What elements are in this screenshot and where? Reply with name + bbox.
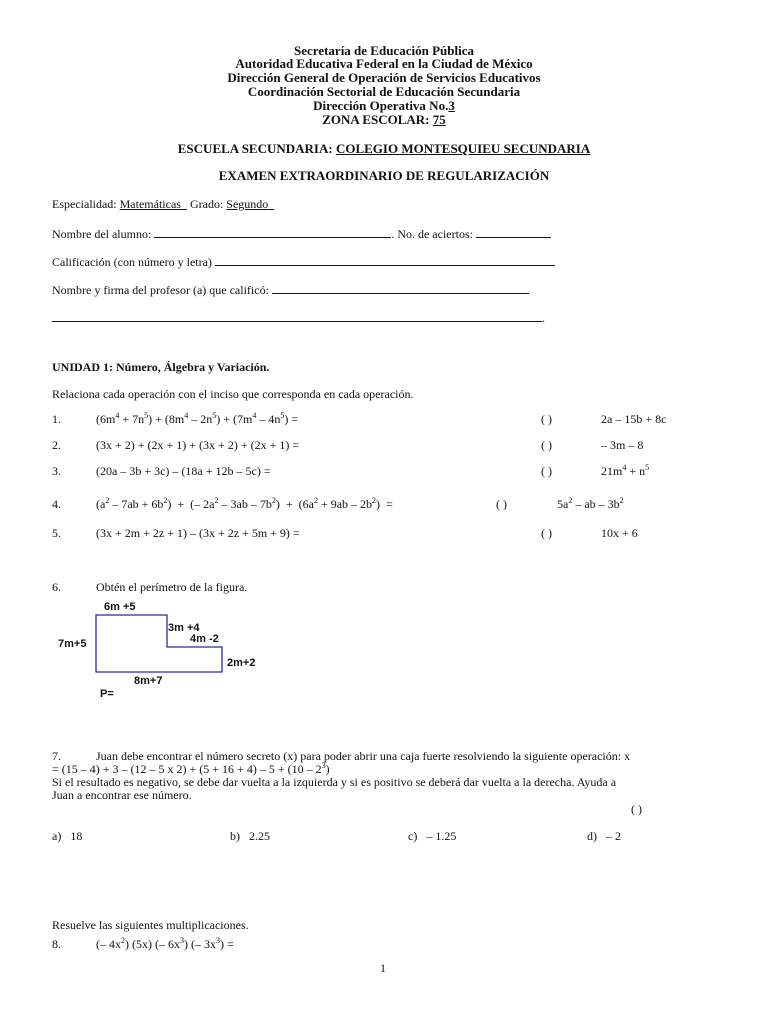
item-number: 3.	[52, 464, 61, 478]
item-expression: (3x + 2m + 2z + 1) – (3x + 2z + 5m + 9) =	[96, 526, 300, 540]
option-value: – 1.25	[426, 829, 457, 843]
item-expression: $(a^2 - 7ab + 6b^2)$ + (– $2a^2 - 3ab - 7b^2) + (6a^2 + 9ab - 2b^2)$ =	[96, 496, 393, 511]
answer-paren[interactable]: ( )	[496, 497, 507, 511]
q6-number: 6.	[52, 580, 61, 594]
q8-instructions: Resuelve las siguientes multiplicaciones.	[52, 918, 249, 932]
q7-line-3: Si el resultado es negativo, se debe dar vuelta a la izquierda y si es positivo se deberá dar vuelta a la derecha. Ayuda a	[52, 775, 617, 789]
item-expression: (20a – 3b + 3c) – (18a + 12b – 5c) =	[96, 464, 271, 478]
header-line-3: Dirección General de Operación de Servicios Educativos	[227, 70, 541, 85]
header-line-1: Secretaría de Educación Pública	[294, 43, 474, 58]
perimeter-label: P=	[100, 688, 114, 700]
option-text: $21m^4 + n^5$	[601, 463, 650, 478]
answer-paren[interactable]: ( )	[541, 438, 552, 452]
option-text: 10x + 6	[601, 526, 638, 540]
especialidad-value: Matemáticas	[119, 197, 181, 211]
option-letter: d)	[587, 829, 597, 843]
q7-option-c[interactable]	[408, 829, 456, 844]
aciertos-label: No. de aciertos:	[397, 227, 473, 241]
option-value: – 2	[606, 829, 621, 843]
q7-line-1: Juan debe encontrar el número secreto (x) para poder abrir una caja fuerte resolviendo la siguiente operación: x	[96, 749, 631, 763]
nombre-row: Nombre del alumno: . No. de aciertos:	[52, 226, 551, 242]
label-inner-vertical: 3m +4	[168, 622, 200, 634]
answer-paren[interactable]: ( )	[541, 464, 552, 478]
q8-number: 8.	[52, 937, 61, 951]
answer-paren[interactable]: ( )	[541, 526, 552, 540]
q7-number: 7.	[52, 749, 61, 763]
q7-answer-paren[interactable]: ( )	[631, 802, 642, 816]
exam-title: EXAMEN EXTRAORDINARIO DE REGULARIZACIÓN	[218, 168, 550, 183]
item-number: 1.	[52, 412, 61, 426]
escuela-value: COLEGIO MONTESQUIEU SECUNDARIA	[335, 141, 591, 156]
label-right: 2m+2	[227, 657, 256, 669]
item-number: 5.	[52, 526, 61, 540]
header-line-4: Coordinación Sectorial de Educación Secundaria	[247, 84, 521, 99]
label-top: 6m +5	[104, 601, 136, 613]
q7-line-2: = (15 – 4) + 3 – (12 – 5 x $2) + (5 + 16 + 4) - 5 + (10 - 2^3)$	[52, 761, 330, 776]
q7-option-a[interactable]	[52, 829, 82, 844]
grado-label: Grado:	[189, 197, 224, 211]
direccion-value: 3	[448, 98, 455, 113]
unit-instructions: Relaciona cada operación con el inciso que corresponda en cada operación.	[52, 387, 414, 401]
label-inner-horizontal: 4m -2	[190, 633, 219, 645]
option-letter: c)	[408, 829, 418, 843]
label-left: 7m+5	[58, 638, 87, 650]
q6-text: Obtén el perímetro de la figura.	[96, 580, 248, 594]
option-letter: b)	[230, 829, 240, 843]
escuela-label: ESCUELA SECUNDARIA:	[177, 141, 333, 156]
zona-value: 75	[432, 112, 446, 127]
calificacion-label: Calificación (con número y letra)	[52, 255, 212, 269]
header-line-2: Autoridad Educativa Federal en la Ciudad de México	[235, 56, 533, 71]
especialidad-label: Especialidad:	[52, 197, 117, 211]
q8-expression: (– $4x^2$) (5x) (– $6x^3$) (– $3x^3$) =	[96, 936, 234, 951]
firma-row: .	[52, 310, 545, 326]
answer-paren[interactable]: ( )	[541, 412, 552, 426]
q7-option-d[interactable]	[587, 829, 621, 844]
item-expression: (3x + 2) + (2x + 1) + (3x + 2) + (2x + 1) =	[96, 438, 300, 452]
profesor-label: Nombre y firma del profesor (a) que calificó:	[52, 283, 269, 297]
option-value: 2.25	[249, 829, 270, 843]
direccion-label: Dirección Operativa No.	[313, 98, 449, 113]
option-text: – 3m – 8	[601, 438, 644, 452]
q7-option-b[interactable]	[230, 829, 270, 844]
zona-label: ZONA ESCOLAR:	[322, 112, 430, 127]
nombre-label: Nombre del alumno:	[52, 227, 152, 241]
label-bottom: 8m+7	[134, 675, 163, 687]
q7-line-4: Juan a encontrar ese número.	[52, 788, 192, 802]
item-expression: $(6m^4 + 7n^5) + (8m^4 - 2n^5) + (7m^4 - 4n^5)$ =	[96, 411, 299, 426]
option-text: $5a^2$ – ab – $3b^2$	[557, 496, 624, 511]
item-number: 2.	[52, 438, 61, 452]
grado-value: Segundo	[226, 197, 269, 211]
unit-title: UNIDAD 1: Número, Álgebra y Variación.	[52, 360, 270, 374]
item-number: 4.	[52, 497, 61, 511]
option-value: 18	[70, 829, 83, 843]
option-text: 2a – 15b + 8c	[601, 412, 667, 426]
option-letter: a)	[52, 829, 62, 843]
page-number: 1	[380, 961, 386, 975]
